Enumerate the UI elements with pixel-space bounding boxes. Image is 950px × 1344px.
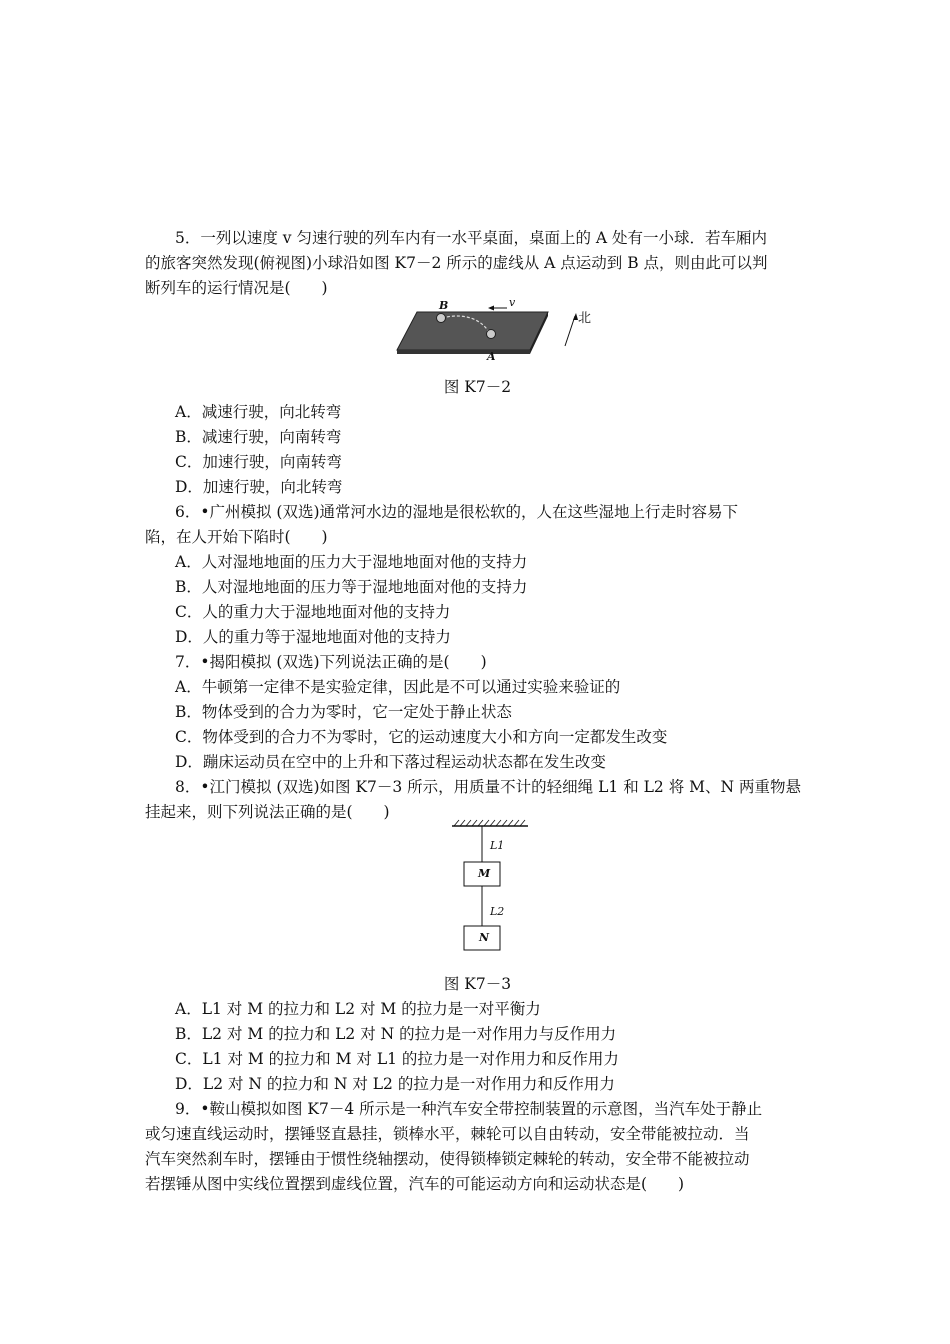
fig-k7-3-label-m: M [478,867,491,880]
q9-line-4: 若摆锤从图中实线位置摆到虚线位置，汽车的可能运动方向和运动状态是( ) [145,1175,685,1193]
q5-line-3: 断列车的运行情况是( ) [145,279,328,297]
figure-k7-3-caption: 图 K7－3 [443,975,512,993]
fig-k7-2-label-b: B [439,299,449,312]
q9-line-1: 9．•鞍山模拟如图 K7－4 所示是一种汽车安全带控制装置的示意图，当汽车处于静止 [175,1100,763,1118]
q8-option-d: D．L2 对 N 的拉力和 N 对 L2 的拉力是一对作用力和反作用力 [175,1075,615,1093]
q5-option-a: A．减速行驶，向北转弯 [175,403,342,421]
q7-option-b: B．物体受到的合力为零时，它一定处于静止状态 [175,703,512,721]
fig-k7-2-label-a: A [487,350,496,363]
q9-line-3: 汽车突然刹车时，摆锤由于惯性绕轴摆动，使得锁棒锁定棘轮的转动，安全带不能被拉动 [145,1150,750,1168]
q8-option-b: B．L2 对 M 的拉力和 L2 对 N 的拉力是一对作用力与反作用力 [175,1025,617,1043]
q6-option-d: D．人的重力等于湿地地面对他的支持力 [175,628,451,646]
q8-option-a: A．L1 对 M 的拉力和 L2 对 M 的拉力是一对平衡力 [175,1000,541,1018]
fig-k7-3-label-l2: L2 [490,905,505,918]
fig-k7-2-label-north: 北 [578,311,592,326]
q5-option-b: B．减速行驶，向南转弯 [175,428,342,446]
figure-k7-2 [395,298,605,370]
q6-line-2: 陷，在人开始下陷时( ) [145,528,328,546]
q6-option-b: B．人对湿地地面的压力等于湿地地面对他的支持力 [175,578,528,596]
q5-line-2: 的旅客突然发现(俯视图)小球沿如图 K7－2 所示的虚线从 A 点运动到 B 点，则由此可以判 [145,254,768,272]
fig-k7-3-label-n: N [479,931,490,944]
q6-option-a: A．人对湿地地面的压力大于湿地地面对他的支持力 [175,553,528,571]
q9-line-2: 或匀速直线运动时，摆锤竖直悬挂，锁棒水平，棘轮可以自由转动，安全带能被拉动．当 [145,1125,750,1143]
q5-option-c: C．加速行驶，向南转弯 [175,453,342,471]
q8-option-c: C．L1 对 M 的拉力和 M 对 L1 的拉力是一对作用力和反作用力 [175,1050,619,1068]
q6-line-1: 6．•广州模拟 (双选)通常河水边的湿地是很松软的，人在这些湿地上行走时容易下 [175,503,739,521]
q8-line-1: 8．•江门模拟 (双选)如图 K7－3 所示，用质量不计的轻细绳 L1 和 L2 将 M、N 两重物悬 [175,778,801,796]
q5-line-1: 5．一列以速度 v 匀速行驶的列车内有一水平桌面，桌面上的 A 处有一小球．若车厢内 [175,229,768,247]
fig-k7-3-label-l1: L1 [490,839,505,852]
q7-option-c: C．物体受到的合力不为零时，它的运动速度大小和方向一定都发生改变 [175,728,668,746]
q8-line-2: 挂起来，则下列说法正确的是( ) [145,803,390,821]
q7-option-d: D．蹦床运动员在空中的上升和下落过程运动状态都在发生改变 [175,753,606,771]
q5-option-d: D．加速行驶，向北转弯 [175,478,343,496]
q7-line-1: 7．•揭阳模拟 (双选)下列说法正确的是( ) [175,653,487,671]
q6-option-c: C．人的重力大于湿地地面对他的支持力 [175,603,451,621]
fig-k7-2-label-v: v [509,296,516,309]
figure-k7-2-caption: 图 K7－2 [443,378,512,396]
q7-option-a: A．牛顿第一定律不是实验定律，因此是不可以通过实验来验证的 [175,678,621,696]
